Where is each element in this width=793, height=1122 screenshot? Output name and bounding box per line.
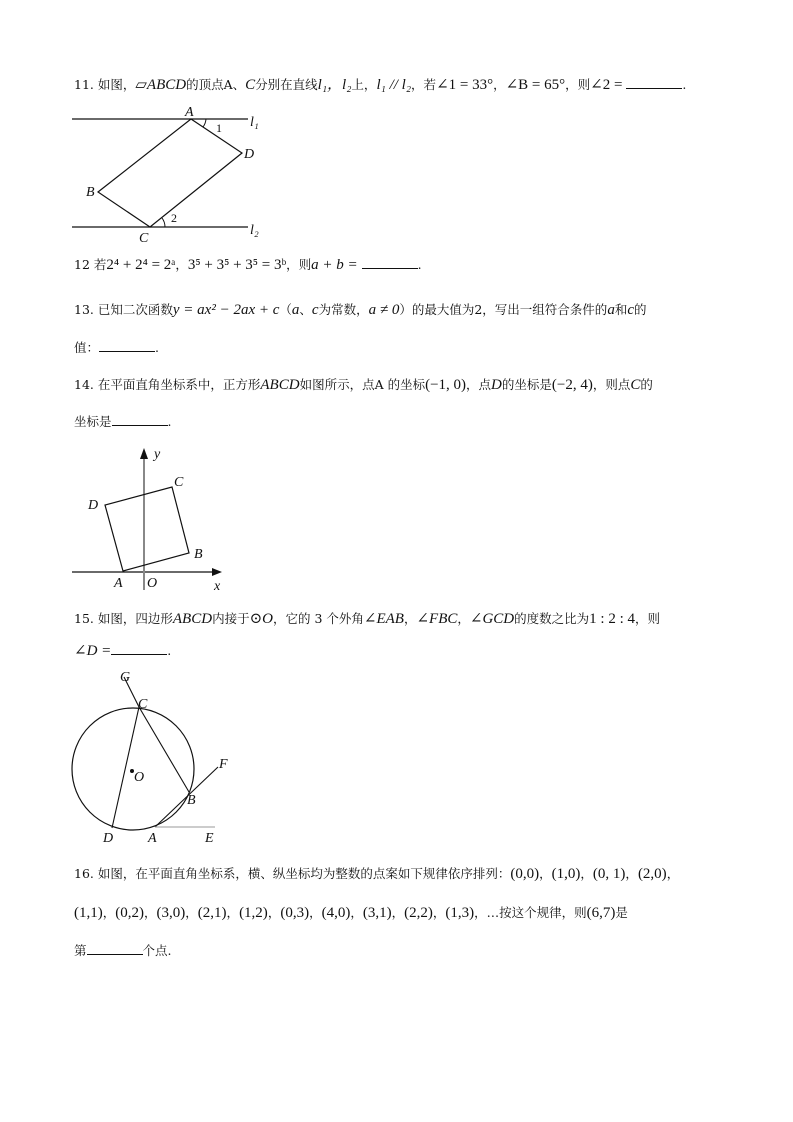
label-b: B (194, 547, 203, 562)
math: ∠B = 65° (505, 77, 566, 93)
text: 的 (640, 377, 653, 392)
text: 如图，四边形 (97, 611, 173, 626)
label-b: B (86, 185, 95, 200)
text: 个点. (142, 943, 172, 958)
question-number: 16. (74, 866, 94, 881)
question-16-line-3 (74, 942, 172, 960)
text: ，则 (286, 257, 312, 272)
text: ， (391, 905, 405, 920)
text: 的坐标是 (501, 377, 552, 392)
text: ， (102, 905, 116, 920)
text: ， (309, 905, 322, 920)
text: . (682, 77, 687, 92)
text: 上， (351, 77, 377, 92)
text: ， (175, 257, 188, 272)
text: . (155, 340, 159, 355)
text: ， (457, 611, 470, 626)
text: 如图，在平面直角坐标系，横、纵坐标均为整数的点案如下规律依序排列： (97, 866, 511, 881)
math: c (627, 302, 634, 318)
math: c (311, 302, 319, 318)
label-c: C (139, 231, 149, 246)
answer-blank[interactable] (87, 942, 143, 955)
text: ，若 (411, 77, 437, 92)
math: (0,0) (510, 866, 540, 882)
text: ，则点 (592, 377, 631, 392)
math: ⊙O (249, 611, 273, 627)
text: 在平面直角坐标系中，正方形 (97, 377, 261, 392)
segment-cb (139, 707, 189, 792)
label-l1: l₁ (250, 115, 259, 130)
math: (6,7) (586, 905, 616, 921)
label-o: O (147, 576, 158, 591)
math: (2,2) (404, 905, 433, 921)
question-number: 12 (74, 257, 90, 272)
label-c: C (138, 697, 148, 712)
math: (2,1) (197, 905, 227, 921)
label-b: B (187, 793, 196, 808)
text: ，则 (635, 611, 661, 626)
text: 的度数之比为 (514, 611, 590, 626)
math: ABCD (172, 611, 213, 627)
text: ，点 (466, 377, 492, 392)
question-number: 13. (74, 302, 94, 317)
text: 是 (615, 905, 628, 920)
text: . (167, 414, 172, 429)
text: ， (539, 866, 552, 881)
label-e: E (205, 831, 214, 846)
text: ）的最大值为2，写出一组符合条件的 (399, 302, 608, 317)
text: 坐标是 (74, 414, 112, 429)
math: D (491, 377, 502, 393)
math: ∠2 = (590, 77, 623, 93)
text: 第 (74, 943, 87, 958)
text: 为常数， (318, 302, 369, 317)
math: C (630, 377, 641, 393)
math: (2,0) (637, 866, 667, 882)
math: (1,1) (74, 905, 103, 921)
question-number: 14. (74, 377, 94, 392)
label-a: A (185, 105, 194, 120)
label-d: D (244, 147, 255, 162)
math: (3,1) (362, 905, 392, 921)
question-number: 15. (74, 611, 94, 626)
math: a (607, 302, 615, 318)
text: ， (625, 866, 638, 881)
math: a (291, 302, 300, 318)
math: (0,2) (115, 905, 145, 921)
text: 分别在直线 (255, 77, 318, 92)
label-g: G (120, 670, 131, 685)
question-16-line-1 (74, 865, 679, 883)
math: ∠1 = 33° (436, 77, 494, 93)
text: ， (580, 866, 593, 881)
math: a + b = (311, 257, 358, 273)
text: ， (185, 905, 198, 920)
label-x: x (214, 579, 221, 594)
math: ▱ABCD (135, 77, 187, 93)
text: 如图所示，点A 的坐标 (299, 377, 426, 392)
text: ， (350, 905, 363, 920)
math: (1,3) (445, 905, 475, 921)
math: a ≠ 0 (368, 302, 400, 318)
math: C (245, 77, 256, 93)
text: 内接于 (212, 611, 250, 626)
text: ， (666, 866, 680, 881)
math: (−2, 4) (551, 377, 593, 393)
label-o: O (134, 770, 145, 785)
text: ， (432, 905, 446, 920)
text: ， (226, 905, 240, 920)
text: 和 (614, 302, 628, 317)
label-f: F (219, 757, 228, 772)
label-angle-2: 2 (171, 211, 177, 225)
label-d: D (103, 831, 114, 846)
text: ，它的 3 个外角 (272, 611, 364, 626)
text: ，则 (565, 77, 591, 92)
text: 值： (74, 340, 100, 355)
math: ∠FBC (416, 611, 458, 627)
question-number: 11. (74, 77, 94, 92)
math: 3⁵ + 3⁵ + 3⁵ = 3ᵇ (187, 257, 287, 273)
math: y = ax² − 2ax + c (172, 302, 280, 318)
label-d: D (88, 498, 99, 513)
math: (0, 1) (592, 866, 626, 882)
math: l₁ // l₂ (376, 77, 412, 93)
text: ， (267, 905, 281, 920)
math: ∠GCD (469, 611, 515, 627)
text: . (167, 643, 172, 658)
text: 若 (93, 257, 107, 272)
text: ， (403, 611, 417, 626)
text: （ (279, 302, 292, 317)
label-a: A (114, 576, 123, 591)
math: (0,3) (280, 905, 310, 921)
math: (1,0) (551, 866, 581, 882)
question-16-line-2 (74, 904, 628, 922)
text: 的 (634, 302, 647, 317)
math: ∠EAB (363, 611, 404, 627)
text: 已知二次函数 (97, 302, 173, 317)
math: (4,0) (321, 905, 351, 921)
segment-cd (112, 707, 139, 828)
math: (3,0) (156, 905, 186, 921)
math: (1,2) (239, 905, 268, 921)
text: ， (144, 905, 157, 920)
math: (−1, 0) (425, 377, 467, 393)
text: 、 (299, 302, 312, 317)
label-c: C (174, 475, 184, 490)
math: ABCD (260, 377, 300, 393)
text: ，…按这个规律，则 (474, 905, 587, 920)
text: 如图， (97, 77, 136, 92)
label-l2: l₂ (250, 223, 259, 238)
label-angle-1: 1 (216, 121, 222, 135)
text: . (417, 257, 422, 272)
math: ∠D = (74, 643, 112, 659)
math: 2⁴ + 2⁴ = 2ᵃ (106, 257, 176, 273)
text: ， (493, 77, 506, 92)
math: l₁，l₂ (317, 77, 352, 93)
math: 1 : 2 : 4 (589, 611, 635, 627)
label-y: y (154, 447, 161, 462)
label-a: A (148, 831, 157, 846)
text: 的顶点A、 (186, 77, 246, 92)
